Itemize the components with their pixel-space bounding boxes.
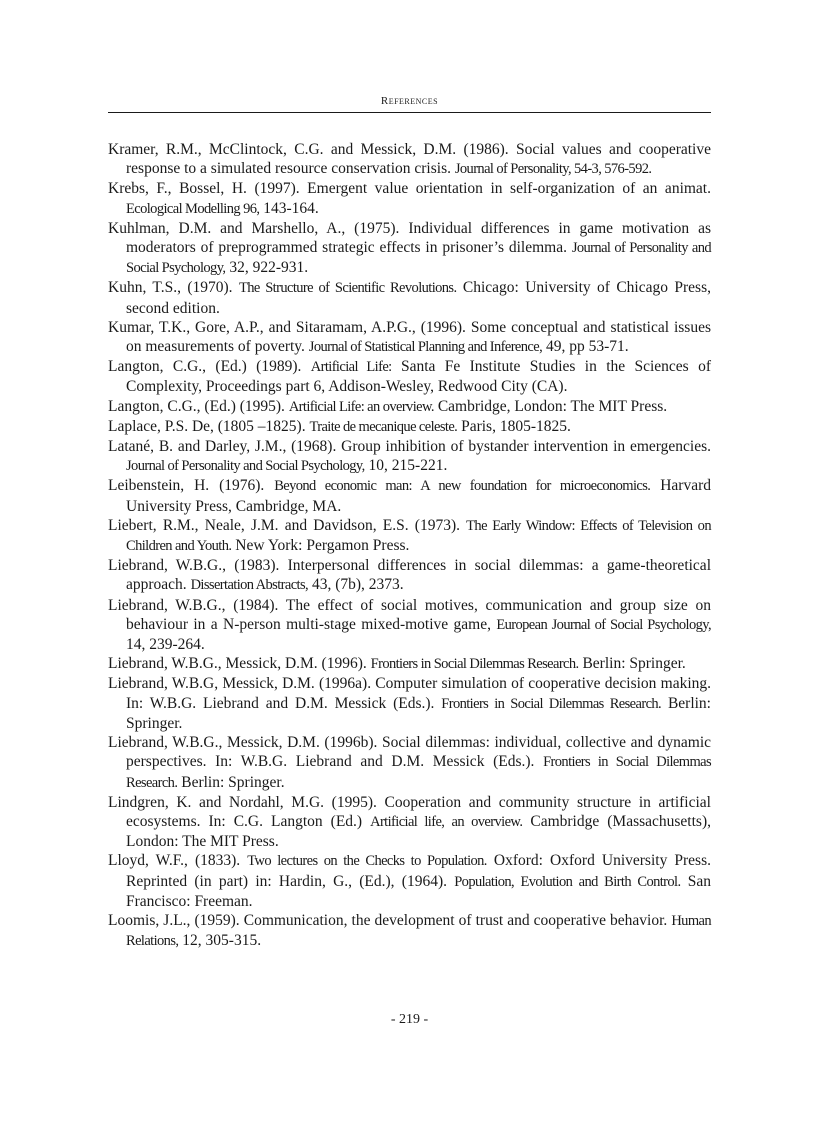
header-rule xyxy=(108,112,711,113)
reference-entry: Kumar, T.K., Gore, A.P., and Sitaramam, A.P.G., (1996). Some conceptual and statistical issues on measurements of poverty. Journal of Statistical Planning and Inference, 49, pp 53-71. xyxy=(108,318,711,356)
reference-entry: Liebrand, W.B.G, Messick, D.M. (1996a). Computer simulation of cooperative decision making. In: W.B.G. Liebrand and D.M. Messick (Eds.). Frontiers in Social Dilemmas Research. Berlin: Springer. xyxy=(108,675,711,732)
reference-entry: Liebrand, W.B.G., Messick, D.M. (1996b). Social dilemmas: individual, collective and dynamic perspectives. In: W.B.G. Liebrand and D.M. Messick (Eds.). Frontiers in Social Dilemmas Research. Berlin: Springer. xyxy=(108,734,711,791)
reference-entry: Latané, B. and Darley, J.M., (1968). Group inhibition of bystander intervention in emergencies. Journal of Personality and Social Psychology, 10, 215-221. xyxy=(108,438,711,475)
reference-entry: Kuhlman, D.M. and Marshello, A., (1975). Individual differences in game motivation as moderators of preprogrammed strategic effects in prisoner’s dilemma. Journal of Personality and Social Psychology, 32, 922-931. xyxy=(108,219,711,277)
reference-entry: Kuhn, T.S., (1970). The Structure of Scientific Revolutions. Chicago: University of Chicago Press, second edition. xyxy=(108,279,711,317)
reference-entry: Liebrand, W.B.G., Messick, D.M. (1996). Frontiers in Social Dilemmas Research. Berlin: Springer. xyxy=(108,655,686,673)
reference-entry: Lloyd, W.F., (1833). Two lectures on the Checks to Population. Oxford: Oxford University Press. Reprinted (in part) in: Hardin, G., (Ed.), (1964). Population, Evolution and Birth Control. San Francisco: Freeman. xyxy=(108,852,711,910)
running-head: References xyxy=(380,95,439,107)
reference-list xyxy=(108,140,711,951)
reference-entry: Langton, C.G., (Ed.) (1989). Artificial Life: Santa Fe Institute Studies in the Sciences of Complexity, Proceedings part 6, Addison-Wesley, Redwood City (CA). xyxy=(108,358,711,396)
reference-entry: Liebrand, W.B.G., (1984). The effect of social motives, communication and group size on behaviour in a N-person multi-stage mixed-motive game, European Journal of Social Psychology, 14, 239-264. xyxy=(108,596,711,654)
reference-entry: Kramer, R.M., McClintock, C.G. and Messick, D.M. (1986). Social values and cooperative response to a simulated resource conservation crisis. Journal of Personality, 54-3, 576-592. xyxy=(108,141,711,178)
reference-entry: Krebs, F., Bossel, H. (1997). Emergent value orientation in self-organization of an animat. Ecological Modelling 96, 143-164. xyxy=(108,180,711,217)
reference-entry: Langton, C.G., (Ed.) (1995). Artificial Life: an overview. Cambridge, London: The MIT Press. xyxy=(108,397,668,415)
reference-entry: Loomis, J.L., (1959). Communication, the development of trust and cooperative behavior. Human Relations, 12, 305-315. xyxy=(108,911,711,950)
reference-entry: Leibenstein, H. (1976). Beyond economic man: A new foundation for microeconomics. Harvard University Press, Cambridge, MA. xyxy=(108,477,712,515)
reference-entry: Lindgren, K. and Nordahl, M.G. (1995). Cooperation and community structure in artificial ecosystems. In: C.G. Langton (Ed.) Artificial life, an overview. Cambridge (Massachusetts), London: The MIT Press. xyxy=(108,793,711,851)
page-number: - 219 - xyxy=(390,1012,429,1027)
reference-entry: Liebert, R.M., Neale, J.M. and Davidson, E.S. (1973). The Early Window: Effects of Television on Children and Youth. New York: Pergamon Press. xyxy=(108,516,711,555)
reference-entry: Liebrand, W.B.G., (1983). Interpersonal differences in social dilemmas: a game-theoretical approach. Dissertation Abstracts, 43, (7b), 2373. xyxy=(108,557,711,594)
reference-entry: Laplace, P.S. De, (1805 –1825). Traite de mecanique celeste. Paris, 1805-1825. xyxy=(108,417,571,435)
